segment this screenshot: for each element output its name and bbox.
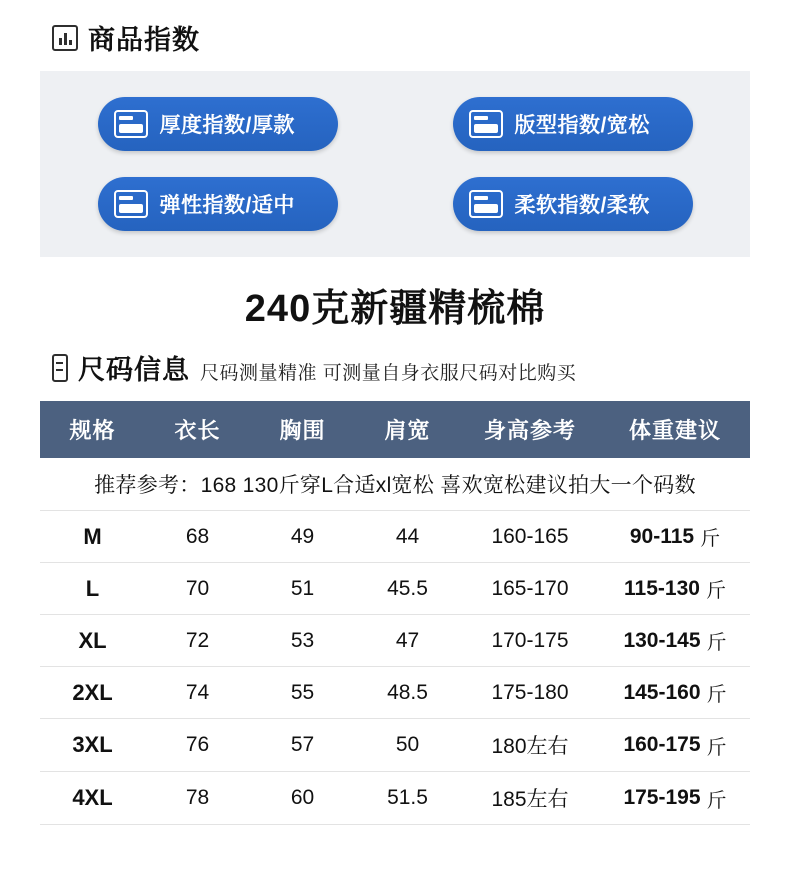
product-index-title: 商品指数 (88, 25, 200, 55)
cell-height: 175-180 (460, 667, 600, 719)
index-pill-fit (453, 97, 693, 151)
cell-length: 70 (145, 563, 250, 615)
cell-weight-unit: 斤 (705, 580, 726, 602)
index-pill-label: 厚度指数/厚款 (159, 114, 295, 137)
cell-shoulder: 45.5 (355, 563, 460, 615)
size-recommendation-note: 推荐参考：168 130斤穿L合适xl宽松 喜欢宽松建议拍大一个码数 (40, 458, 750, 511)
size-table (40, 401, 750, 825)
cell-spec: 4XL (40, 772, 145, 825)
bar-chart-icon (52, 25, 78, 51)
column-header-height: 身高参考 (460, 401, 600, 458)
cell-spec: L (40, 563, 145, 615)
cell-bust: 53 (250, 615, 355, 667)
ruler-icon (52, 354, 68, 382)
folder-icon (114, 190, 148, 218)
cell-bust: 51 (250, 563, 355, 615)
table-row (40, 772, 750, 825)
index-pill-thickness (98, 97, 338, 151)
cell-bust: 49 (250, 511, 355, 563)
cell-weight (600, 563, 750, 615)
fabric-headline: 240克新疆精梳棉 (244, 288, 546, 330)
column-header-bust: 胸围 (250, 401, 355, 458)
cell-height: 160-165 (460, 511, 600, 563)
cell-weight-unit: 斤 (706, 684, 727, 706)
folder-icon (469, 190, 503, 218)
product-index-heading (0, 0, 790, 57)
index-pill-elasticity (98, 177, 338, 231)
cell-height: 185左右 (460, 772, 600, 825)
cell-shoulder: 51.5 (355, 772, 460, 825)
cell-bust: 57 (250, 719, 355, 772)
folder-icon (114, 110, 148, 138)
cell-weight-value: 160-175 (623, 733, 701, 756)
cell-weight-value: 115-130 (624, 576, 700, 600)
cell-weight (600, 772, 750, 825)
table-row (40, 511, 750, 563)
cell-bust: 55 (250, 667, 355, 719)
index-pill-label: 弹性指数/适中 (159, 194, 295, 217)
cell-weight-unit: 斤 (706, 736, 727, 759)
cell-weight (600, 667, 750, 719)
cell-bust: 60 (250, 772, 355, 825)
size-table-wrapper (40, 401, 750, 825)
cell-weight (600, 511, 750, 563)
cell-weight-unit: 斤 (706, 789, 727, 812)
table-row (40, 563, 750, 615)
cell-shoulder: 44 (355, 511, 460, 563)
index-pill-label: 版型指数/宽松 (514, 114, 650, 137)
cell-weight-unit: 斤 (700, 528, 721, 550)
cell-spec: 2XL (40, 667, 145, 719)
size-info-title: 尺码信息 (78, 355, 190, 385)
cell-length: 72 (145, 615, 250, 667)
product-index-panel (40, 71, 750, 257)
cell-weight-value: 145-160 (623, 680, 701, 704)
cell-shoulder: 47 (355, 615, 460, 667)
table-row (40, 615, 750, 667)
column-header-length: 衣长 (145, 401, 250, 458)
cell-weight (600, 719, 750, 772)
folder-icon (469, 110, 503, 138)
cell-shoulder: 48.5 (355, 667, 460, 719)
cell-spec: XL (40, 615, 145, 667)
cell-weight-unit: 斤 (706, 632, 727, 654)
index-pill-softness (453, 177, 693, 231)
table-note-row (40, 458, 750, 511)
cell-shoulder: 50 (355, 719, 460, 772)
cell-length: 68 (145, 511, 250, 563)
column-header-spec: 规格 (40, 401, 145, 458)
cell-spec: M (40, 511, 145, 563)
cell-length: 74 (145, 667, 250, 719)
cell-weight-value: 175-195 (623, 786, 701, 809)
cell-spec: 3XL (40, 719, 145, 772)
cell-height: 180左右 (460, 719, 600, 772)
cell-weight-value: 130-145 (623, 628, 701, 652)
size-info-heading (0, 332, 790, 387)
table-row (40, 667, 750, 719)
table-row (40, 719, 750, 772)
cell-height: 165-170 (460, 563, 600, 615)
table-header-row (40, 401, 750, 458)
cell-length: 78 (145, 772, 250, 825)
cell-weight-value: 90-115 (629, 524, 695, 548)
index-pill-label: 柔软指数/柔软 (514, 194, 650, 217)
cell-weight (600, 615, 750, 667)
cell-height: 170-175 (460, 615, 600, 667)
size-info-subtitle: 尺码测量精准 可测量自身衣服尺码对比购买 (200, 363, 577, 384)
column-header-shoulder: 肩宽 (355, 401, 460, 458)
column-header-weight: 体重建议 (600, 401, 750, 458)
cell-length: 76 (145, 719, 250, 772)
